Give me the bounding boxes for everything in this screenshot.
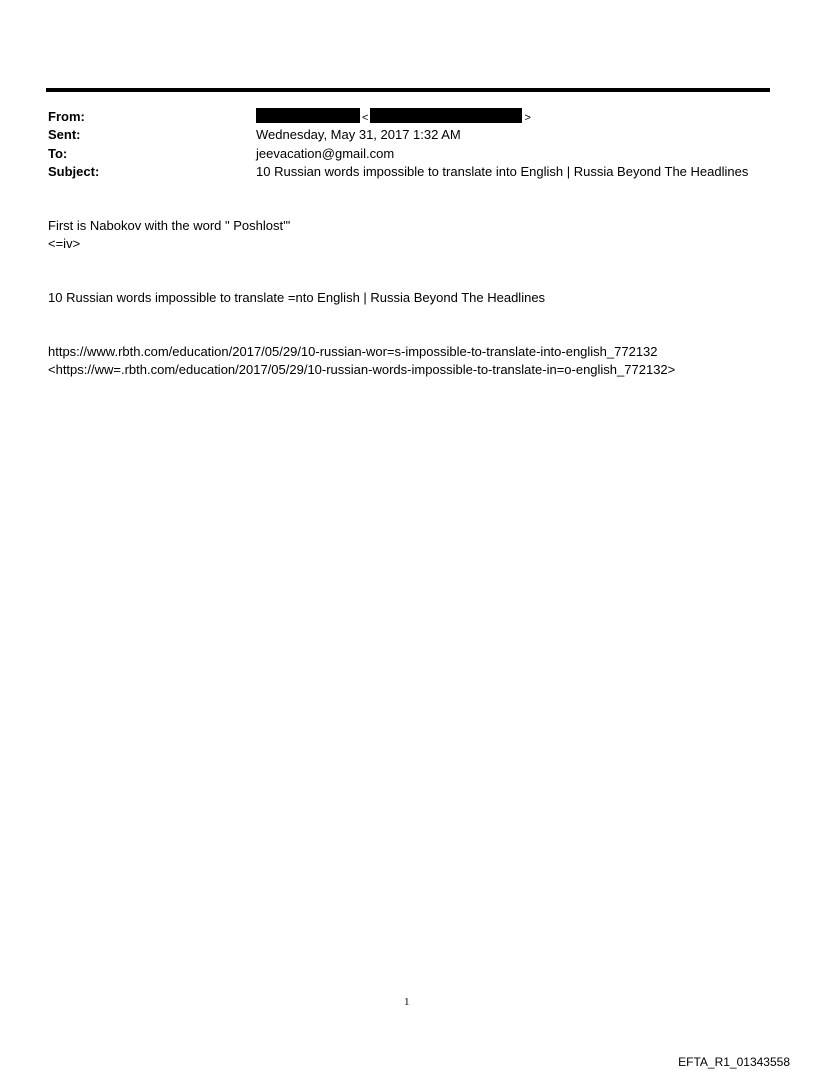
header-divider	[46, 88, 770, 92]
from-label: From:	[48, 109, 85, 124]
subject-label: Subject:	[48, 164, 100, 179]
body-line-3: 10 Russian words impossible to translate =nto English | Russia Beyond The Headlines	[48, 290, 546, 305]
body-link-2: <https://ww=.rbth.com/education/2017/05/29/10-russian-words-impossible-to-translate-in=o-english_772132>	[48, 362, 676, 377]
subject-value: 10 Russian words impossible to translate into English | Russia Beyond The Headlines	[256, 164, 749, 179]
page-number: 1	[404, 996, 410, 1008]
body-line-2: <=iv>	[48, 236, 81, 251]
redacted-sender-name	[256, 108, 360, 123]
sent-value: Wednesday, May 31, 2017 1:32 AM	[256, 127, 461, 142]
from-value	[256, 108, 533, 127]
body-line-1: First is Nabokov with the word " Poshlost'"	[48, 218, 291, 233]
sent-label: Sent:	[48, 127, 81, 142]
from-close-bracket: >	[524, 112, 531, 124]
body-link-1: https://www.rbth.com/education/2017/05/29/10-russian-wor=s-impossible-to-translate-into-english_772132	[48, 344, 658, 359]
to-label: To:	[48, 146, 68, 161]
to-value: jeevacation@gmail.com	[256, 146, 395, 161]
bates-number: EFTA_R1_01343558	[678, 1055, 790, 1069]
redacted-sender-email	[370, 108, 522, 123]
from-open-bracket: <	[362, 112, 369, 124]
